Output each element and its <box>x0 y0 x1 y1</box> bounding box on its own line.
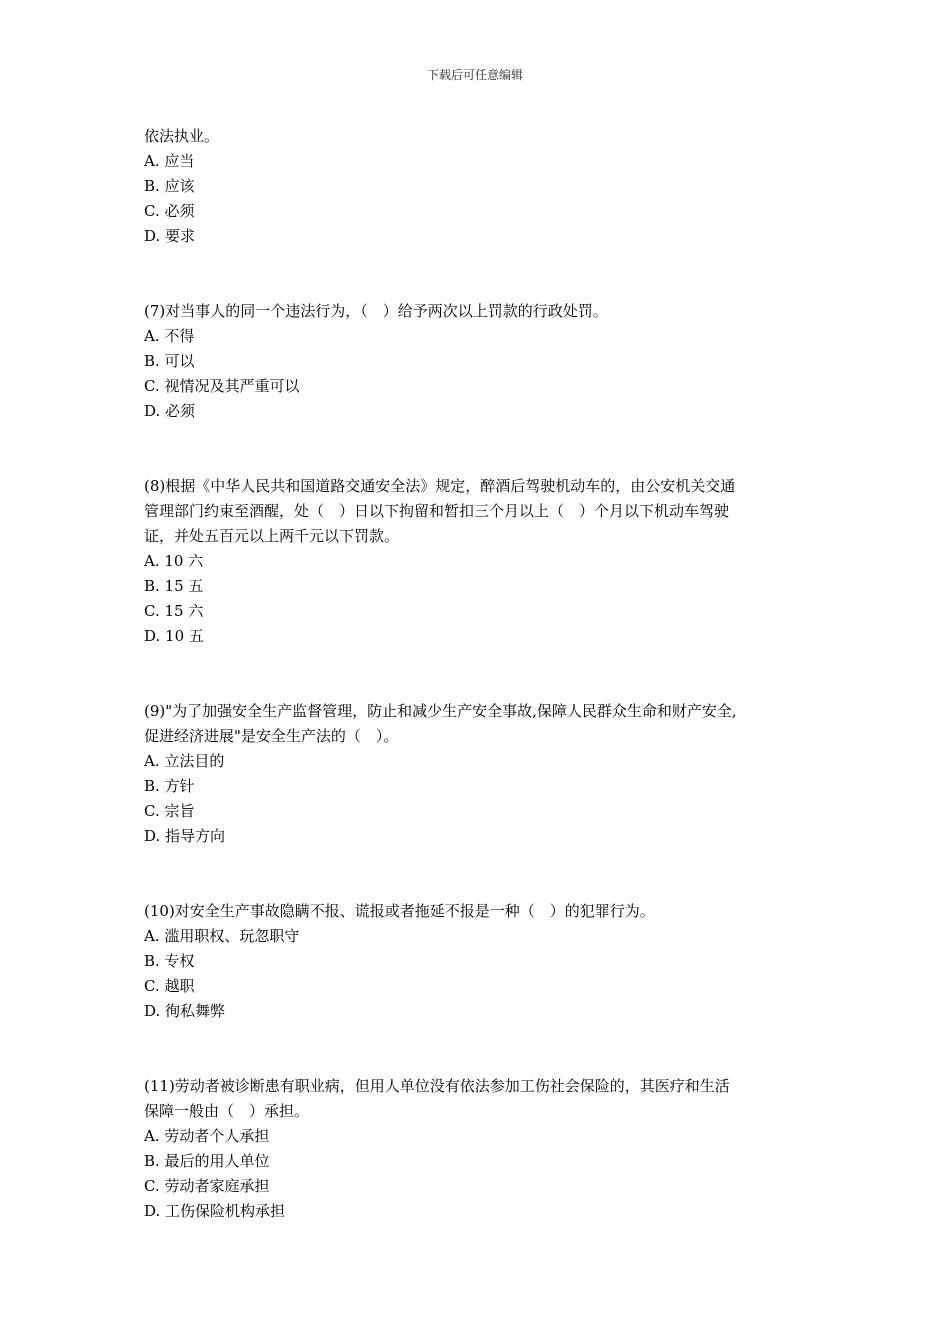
option-b: B. 专权 <box>144 952 195 970</box>
question-block <box>144 299 810 424</box>
question-text-line: (8)根据《中华人民共和国道路交通安全法》规定，醉酒后驾驶机动车的，由公安机关交通 <box>144 477 736 495</box>
question-text-line: (9)"为了加强安全生产监督管理，防止和减少生产安全事故,保障人民群众生命和财产安全, <box>144 702 737 720</box>
option-a: A. 应当 <box>144 152 195 170</box>
option-b: B. 可以 <box>144 352 195 370</box>
option-c: C. 视情况及其严重可以 <box>144 377 300 395</box>
option-b: B. 15 五 <box>144 577 204 595</box>
option-a: A. 不得 <box>144 327 195 345</box>
option-a: A. 劳动者个人承担 <box>144 1127 270 1145</box>
option-c: C. 劳动者家庭承担 <box>144 1177 270 1195</box>
option-d: D. 10 五 <box>144 627 204 645</box>
page-header: 下载后可任意编辑 <box>426 68 523 82</box>
option-d: D. 徇私舞弊 <box>144 1002 226 1020</box>
question-text-line: (11)劳动者被诊断患有职业病，但用人单位没有依法参加工伤社会保险的，其医疗和生活 <box>144 1077 730 1095</box>
option-b: B. 应该 <box>144 177 195 195</box>
question-block <box>144 899 810 1024</box>
question-block <box>144 474 810 649</box>
option-d: D. 要求 <box>144 227 196 245</box>
option-b: B. 方针 <box>144 777 195 795</box>
option-d: D. 工伤保险机构承担 <box>144 1202 286 1220</box>
question-text-line: 保障一般由（ ）承担。 <box>144 1102 310 1120</box>
option-c: C. 15 六 <box>144 602 204 620</box>
question-text-line: (10)对安全生产事故隐瞒不报、谎报或者拖延不报是一种（ ）的犯罪行为。 <box>144 902 655 920</box>
option-d: D. 必须 <box>144 402 196 420</box>
question-text-line: (7)对当事人的同一个违法行为，（ ）给予两次以上罚款的行政处罚。 <box>144 302 608 320</box>
option-d: D. 指导方向 <box>144 827 226 845</box>
option-c: C. 越职 <box>144 977 195 995</box>
question-block <box>144 1074 810 1224</box>
option-a: A. 立法目的 <box>144 752 225 770</box>
question-text-line: 管理部门约束至酒醒，处（ ）日以下拘留和暂扣三个月以上（ ）个月以下机动车驾驶 <box>144 502 730 520</box>
document-body <box>144 124 810 1224</box>
option-a: A. 10 六 <box>144 552 204 570</box>
question-block <box>144 124 810 249</box>
option-a: A. 滥用职权、玩忽职守 <box>144 927 300 945</box>
option-b: B. 最后的用人单位 <box>144 1152 270 1170</box>
option-c: C. 宗旨 <box>144 802 195 820</box>
question-block <box>144 699 810 849</box>
question-text-line: 依法执业。 <box>144 127 220 145</box>
question-text-line: 促进经济进展"是安全生产法的（ ）。 <box>144 727 399 745</box>
option-c: C. 必须 <box>144 202 195 220</box>
question-text-line: 证，并处五百元以上两千元以下罚款。 <box>144 527 400 545</box>
